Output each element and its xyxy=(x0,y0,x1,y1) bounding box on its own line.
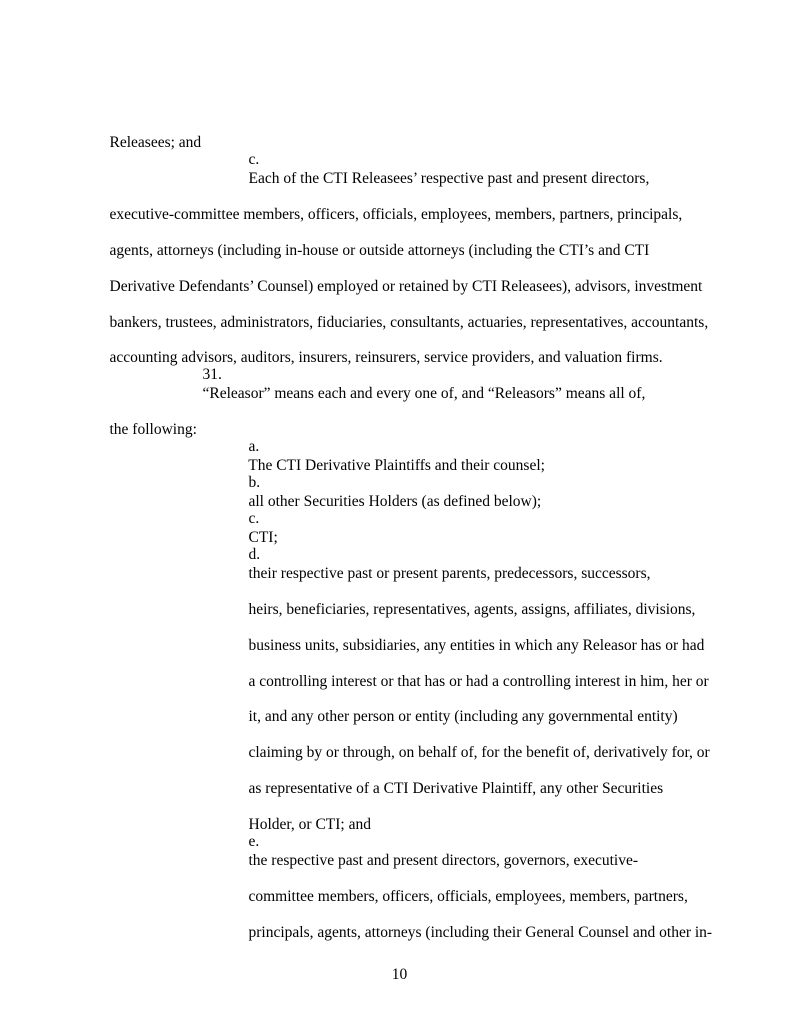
line-text: committee members, officers, officials, employees, members, partners, xyxy=(248,888,688,905)
document-line xyxy=(94,95,201,171)
line-text: Derivative Defendants’ Counsel) employed or retained by CTI Releasees), advisors, investment xyxy=(109,278,703,295)
line-text: their respective past or present parents, predecessors, successors, xyxy=(248,565,651,582)
list-item-label: b. xyxy=(248,474,261,491)
line-text: “Releasor” means each and every one of, and “Releasors” means all of, xyxy=(202,385,646,402)
list-item-label: c. xyxy=(248,510,260,527)
list-item-label: c. xyxy=(248,151,260,168)
line-text: executive-committee members, officers, officials, employees, members, partners, principals, xyxy=(109,206,683,223)
document-line xyxy=(187,346,645,422)
line-text: the following: xyxy=(109,421,197,438)
page-number: 10 xyxy=(391,966,408,983)
line-text: it, and any other person or entity (including any governmental entity) xyxy=(248,708,678,725)
list-item-label: e. xyxy=(248,833,260,850)
line-text: as representative of a CTI Derivative Plaintiff, any other Securities xyxy=(248,780,664,797)
line-text: agents, attorneys (including in-house or outside attorneys (including the CTI’s and CTI xyxy=(109,242,650,259)
line-text: heirs, beneficiaries, representatives, agents, assigns, affiliates, divisions, xyxy=(248,601,696,618)
line-text: the respective past and present directors, governors, executive- xyxy=(248,852,638,869)
line-text: a controlling interest or that has or had a controlling interest in him, her or xyxy=(248,673,709,690)
line-text: Holder, or CTI; and xyxy=(248,816,371,833)
line-text: business units, subsidiaries, any entities in which any Releasor has or had xyxy=(248,637,705,654)
line-text: CTI; xyxy=(248,529,278,546)
line-text: principals, agents, attorneys (including their General Counsel and other in- xyxy=(248,924,713,941)
list-item-label: a. xyxy=(248,438,260,455)
document-line xyxy=(94,382,197,458)
line-text: claiming by or through, on behalf of, for the benefit of, derivatively for, or xyxy=(248,744,710,761)
line-text: The CTI Derivative Plaintiffs and their counsel; xyxy=(248,457,545,474)
line-text: Releasees; and xyxy=(109,134,202,151)
line-text: bankers, trustees, administrators, fiduciaries, consultants, actuaries, representatives, accountants, xyxy=(109,314,709,331)
list-item-label: d. xyxy=(248,546,261,563)
line-text: all other Securities Holders (as defined below); xyxy=(248,493,542,510)
list-item-label: 31. xyxy=(202,366,222,383)
line-text: accounting advisors, auditors, insurers, reinsurers, service providers, and valuation firms. xyxy=(109,349,663,366)
document-line xyxy=(233,885,712,961)
line-text: Each of the CTI Releasees’ respective past and present directors, xyxy=(248,170,650,187)
